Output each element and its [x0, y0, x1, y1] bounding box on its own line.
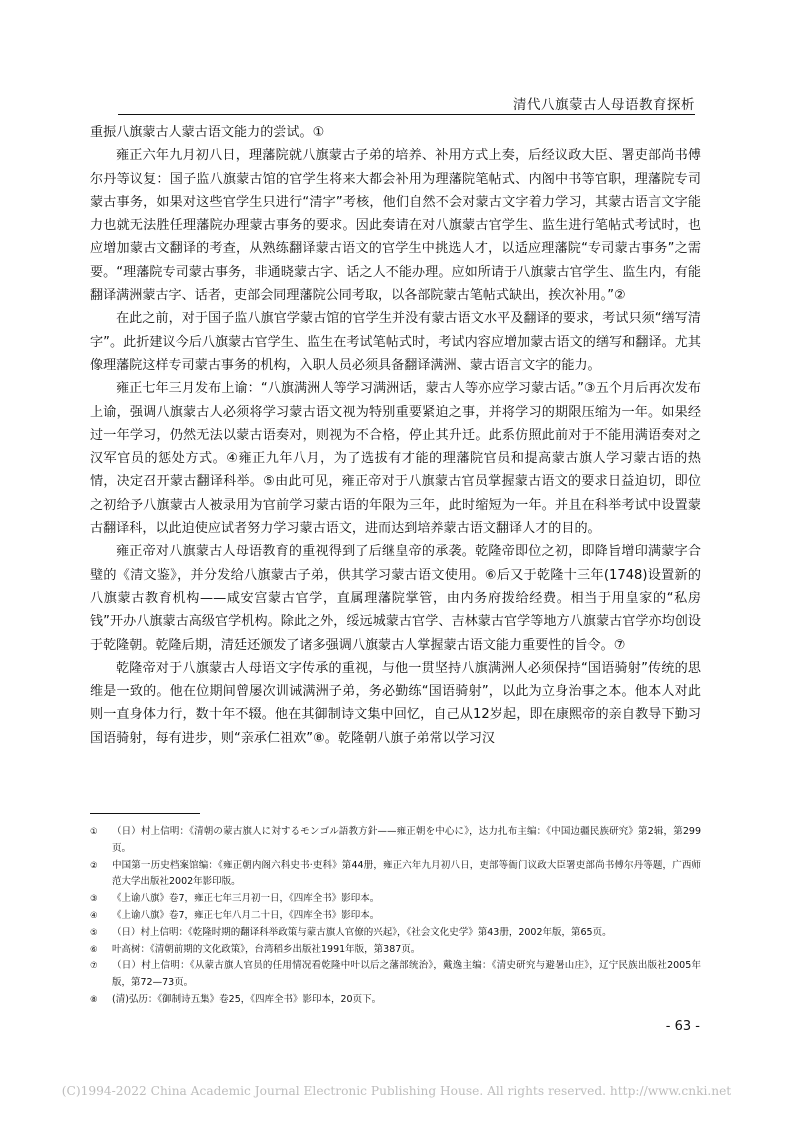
footnote-item [90, 992, 701, 1009]
footnote-text: （日）村上信明：《清朝の蒙古旗人に対するモンゴル語教方針——雍正朝を中心に》，达力扎布主编：《中国边疆民族研究》第2辑，第299页。 [112, 826, 701, 854]
footnote-item [90, 824, 701, 858]
article-body [90, 121, 701, 750]
paragraph: 乾隆帝对于八旗蒙古人母语文字传承的重视，与他一贯坚持八旗满洲人必须保持“国语骑射”传统的思维是一致的。他在位期间曾屡次训诫满洲子弟，务必勤练“国语骑射”，以此为立身治事之本。他本人对此则一直身体力行，数十年不辍。他在其御制诗文集中回忆，自己从12岁起，即在康熙帝的亲自教导下勤习国语骑射，每有进步，则“亲承仁祖欢”⑧。乾隆朝八旗子弟常以学习汉 [90, 660, 701, 746]
footnote-item [90, 942, 701, 959]
footnote-text: 《上谕八旗》卷7，雍正七年八月二十日，《四库全书》影印本。 [112, 909, 380, 921]
paragraph: 重振八旗蒙古人蒙古语文能力的尝试。① [90, 125, 325, 140]
footnote-mark: ③ [90, 894, 98, 905]
footnotes [90, 824, 701, 1009]
footnote-item [90, 925, 701, 942]
footnote-item [90, 958, 701, 992]
footnote-text: 《上谕八旗》卷7，雍正七年三月初一日，《四库全书》影印本。 [112, 893, 380, 905]
footnote-mark: ② [90, 860, 98, 871]
footnote-mark: ⑧ [90, 994, 98, 1005]
footnote-text: (清)弘历：《御制诗五集》卷25，《四库全书》影印本，20页下。 [112, 993, 382, 1005]
footnote-mark: ⑦ [90, 961, 98, 972]
footnote-text: 中国第一历史档案馆编：《雍正朝内阁六科史书·吏科》第44册，雍正六年九月初八日，吏部等衙门议政大臣署吏部尚书傅尔丹等题，广西师范大学出版社2002年影印版。 [112, 859, 701, 888]
copyright-notice: (C)1994-2022 China Academic Journal Electronic Publishing House. All rights reserved. http://www.cnki.net [61, 1084, 732, 1098]
footnote-item [90, 858, 701, 892]
paragraph: 在此之前，对于国子监八旗官学蒙古馆的官学生并没有蒙古语文水平及翻译的要求，考试只须“缮写清字”。此折建议今后八旗蒙古官学生、监生在考试笔帖式时，考试内容应增加蒙古语文的缮写和翻译。尤其像理藩院这样专司蒙古事务的机构，入职人员必须具备翻译满洲、蒙古语言文字的能力。 [90, 311, 701, 373]
page-number: - 63 - [665, 1019, 700, 1034]
footnote-item [90, 908, 701, 925]
footnote-mark: ⑥ [90, 944, 98, 955]
running-header: 清代八旗蒙古人母语教育探析 [513, 97, 695, 113]
footnote-text: 叶高树：《清朝前期的文化政策》，台湾稻乡出版社1991年版，第387页。 [112, 943, 421, 955]
footnote-text: （日）村上信明：《乾隆时期的翻译科举政策与蒙古旗人官僚的兴起》，《社会文化史学》第43册，2002年版，第65页。 [112, 926, 612, 938]
footnote-mark: ⑤ [90, 927, 98, 938]
footnote-rule [90, 813, 200, 814]
paragraph: 雍正七年三月发布上谕：“八旗满洲人等学习满洲话，蒙古人等亦应学习蒙古话。”③五个月后再次发布上谕，强调八旗蒙古人必须将学习蒙古语文视为特别重要紧迫之事，并将学习的期限压缩为一年。如果经过一年学习，仍然无法以蒙古语奏对，则视为不合格，停止其升迁。此系仿照此前对于不能用满语奏对之汉军官员的惩处方式。④雍正九年八月，为了选拔有才能的理藩院官员和提高蒙古旗人学习蒙古语的热情，决定召开蒙古翻译科举。⑤由此可见，雍正帝对于八旗蒙古官员掌握蒙古语文的要求日益迫切，即位之初给予八旗蒙古人被录用为官前学习蒙古语的年限为三年，此时缩短为一年。并且在科举考试中设置蒙古翻译科，以此迫使应试者努力学习蒙古语文，进而达到培养蒙古语文翻译人才的目的。 [90, 381, 701, 537]
footnote-mark: ④ [90, 910, 98, 921]
paragraph: 雍正帝对八旗蒙古人母语教育的重视得到了后继皇帝的承袭。乾隆帝即位之初，即降旨增印满蒙字合璧的《清文鉴》，并分发给八旗蒙古子弟，供其学习蒙古语文使用。⑥后又于乾隆十三年(1748)设置新的八旗蒙古教育机构——咸安宫蒙古官学，直属理藩院掌管，由内务府拨给经费。相当于用皇家的“私房钱”开办八旗蒙古高级官学机构。除此之外，绥远城蒙古官学、吉林蒙古官学等地方八旗蒙古官学亦均创设于乾隆朝。乾隆后期，清廷还颁发了诸多强调八旗蒙古人掌握蒙古语文能力重要性的旨令。⑦ [90, 544, 701, 653]
footnote-item [90, 891, 701, 908]
footnote-mark: ① [90, 827, 98, 837]
footnote-text: （日）村上信明：《从蒙古旗人官员的任用情况看乾隆中叶以后之藩部统治》，戴逸主编：《清史研究与避暑山庄》，辽宁民族出版社2005年版，第72—73页。 [112, 960, 701, 989]
header-rule [118, 114, 695, 115]
paragraph: 雍正六年九月初八日，理藩院就八旗蒙古子弟的培养、补用方式上奏，后经议政大臣、署吏部尚书傅尔丹等议复：国子监八旗蒙古馆的官学生将来大都会补用为理藩院笔帖式、内阁中书等官职，理藩院专司蒙古事务，如果对这些官学生只进行“清字”考核，他们自然不会对蒙古文字着力学习，其蒙古语言文字能力也就无法胜任理藩院办理蒙古事务的要求。因此奏请在对八旗蒙古官学生、监生进行笔帖式考试时，也应增加蒙古文翻译的考查，从熟练翻译蒙古语文的官学生中挑选人才，以适应理藩院“专司蒙古事务”之需要。“理藩院专司蒙古事务，非通晓蒙古字、话之人不能办理。应如所请于八旗蒙古官学生、监生内，有能翻译满洲蒙古字、话者，吏部会同理藩院公同考取，以各部院蒙古笔帖式缺出，挨次补用。”② [90, 148, 701, 304]
